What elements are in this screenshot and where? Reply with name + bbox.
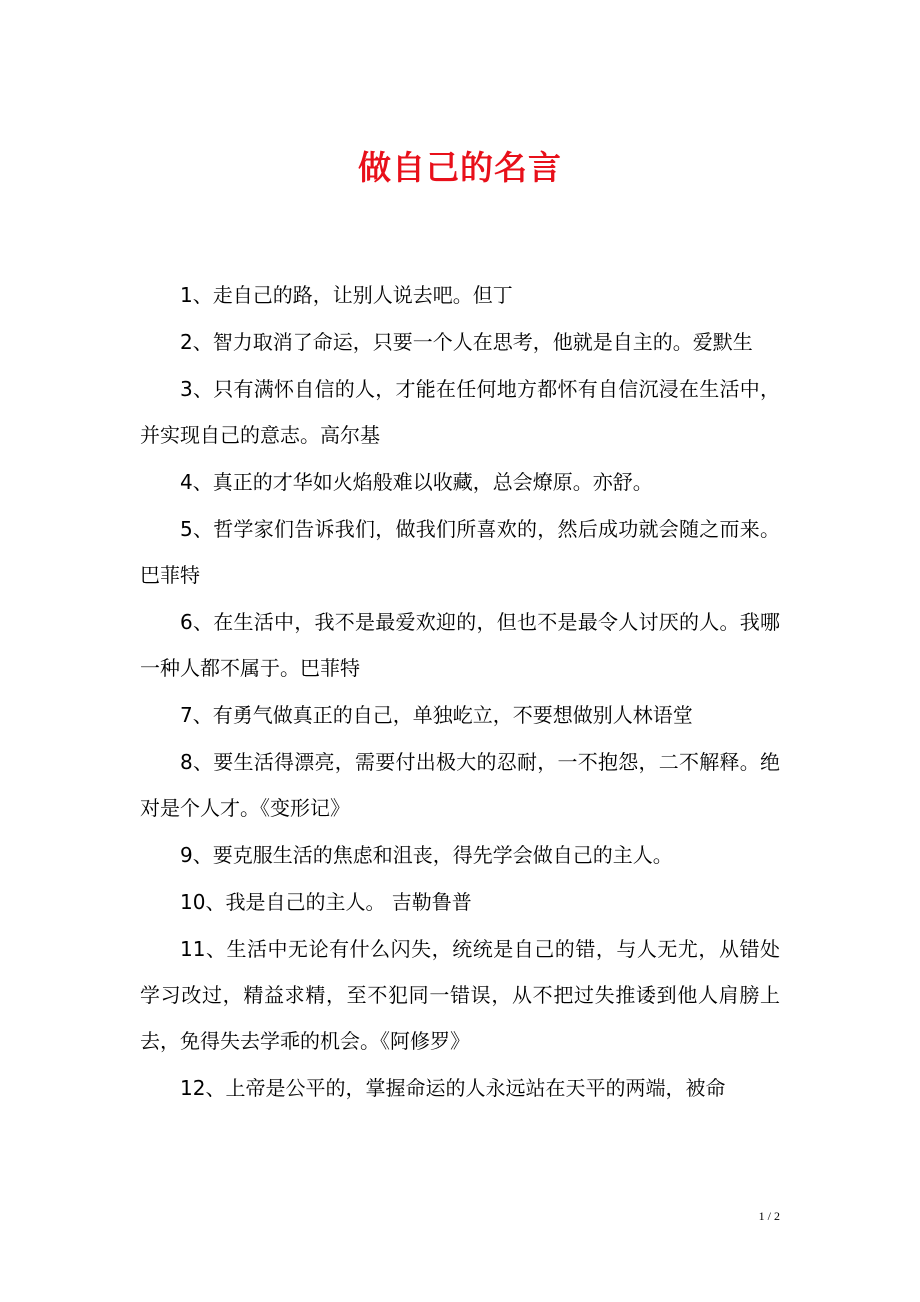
quote-item-5: 5、哲学家们告诉我们，做我们所喜欢的，然后成功就会随之而来。巴菲特 <box>140 517 780 587</box>
quote-item-12: 12、上帝是公平的，掌握命运的人永远站在天平的两端，被命 <box>180 1076 726 1100</box>
quote-item-9: 9、要克服生活的焦虑和沮丧，得先学会做自己的主人。 <box>180 843 673 867</box>
quote-list <box>140 272 780 1112</box>
page-number: 1 / 2 <box>758 1209 780 1223</box>
quote-item-6: 6、在生活中，我不是最爱欢迎的，但也不是最令人讨厌的人。我哪一种人都不属于。巴菲特 <box>140 610 780 680</box>
document-title: 做自己的名言 <box>358 148 562 187</box>
quote-item-4: 4、真正的才华如火焰般难以收藏，总会燎原。亦舒。 <box>180 470 653 494</box>
quote-item-8: 8、要生活得漂亮，需要付出极大的忍耐，一不抱怨，二不解释。绝对是个人才。《变形记》 <box>140 750 780 820</box>
quote-item-1: 1、走自己的路，让别人说去吧。但丁 <box>180 283 513 307</box>
quote-item-3: 3、只有满怀自信的人，才能在任何地方都怀有自信沉浸在生活中，并实现自己的意志。高尔基 <box>140 377 780 447</box>
quote-item-2: 2、智力取消了命运，只要一个人在思考，他就是自主的。爱默生 <box>180 330 753 354</box>
quote-item-11: 11、生活中无论有什么闪失，统统是自己的错，与人无尤，从错处学习改过，精益求精，至不犯同一错误，从不把过失推诿到他人肩膀上去，免得失去学乖的机会。《阿修罗》 <box>140 937 780 1053</box>
quote-item-10: 10、我是自己的主人。 吉勒鲁普 <box>180 890 472 914</box>
quote-item-7: 7、有勇气做真正的自己，单独屹立，不要想做别人林语堂 <box>180 703 693 727</box>
